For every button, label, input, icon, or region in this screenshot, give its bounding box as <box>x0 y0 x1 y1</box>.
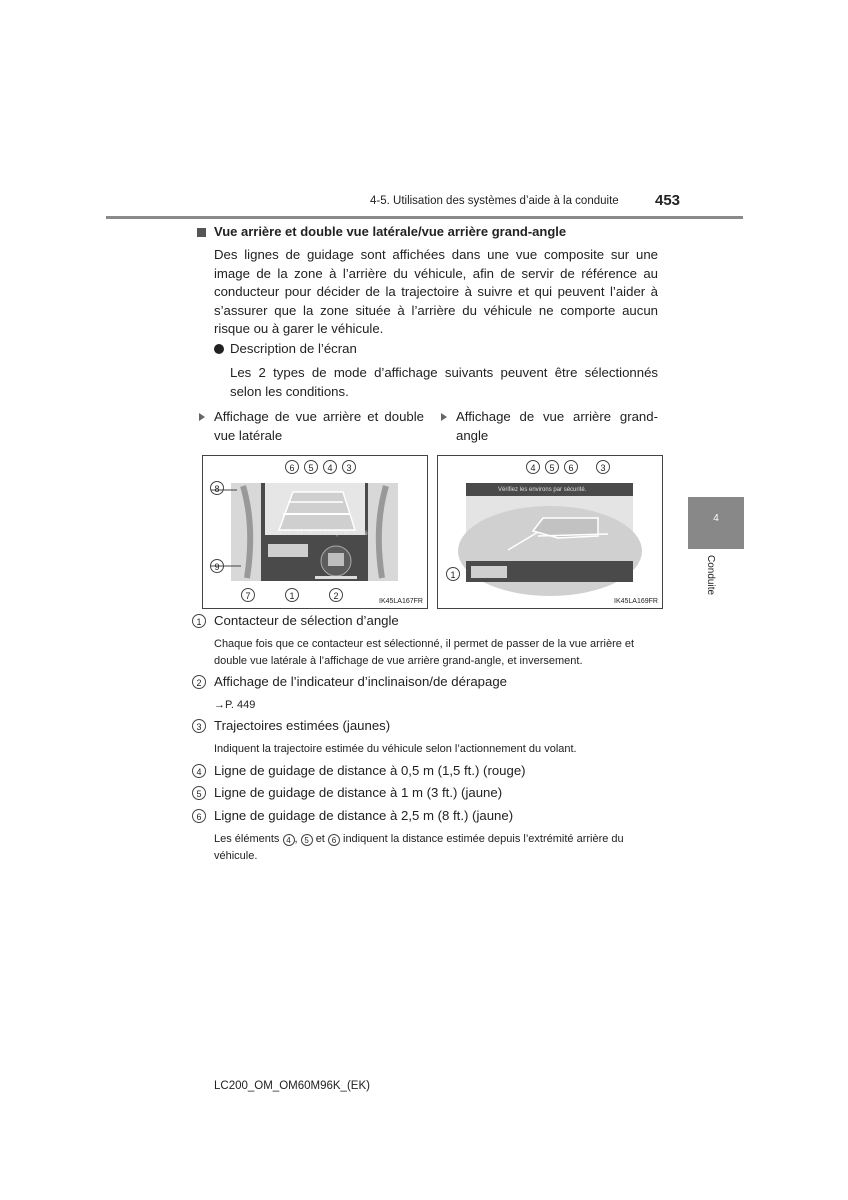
callout-5: 5 <box>545 460 559 474</box>
item-label: Affichage de l’indicateur d’inclinaison/de dérapage <box>214 674 508 689</box>
page-number: 453 <box>655 192 681 209</box>
round-bullet-icon <box>214 344 224 354</box>
inline-number: 5 <box>301 834 313 846</box>
screen-caution-text: Vérifiez les environs par sécurité. <box>281 531 370 537</box>
callout-1: 1 <box>446 567 460 581</box>
item-number: 4 <box>192 764 206 778</box>
callout-3: 3 <box>342 460 356 474</box>
chapter-label: Conduite <box>705 555 716 596</box>
figure-wide-angle-view-drawing <box>438 456 662 608</box>
callout-3: 3 <box>596 460 610 474</box>
mode-label-1: Affichage de vue arrière et double vue latérale <box>214 409 424 443</box>
item-note: →P. 449 <box>214 699 256 711</box>
callout-2: 2 <box>329 588 343 602</box>
item-number: 1 <box>192 614 206 628</box>
callout-1: 1 <box>285 588 299 602</box>
callout-8: 8 <box>210 481 224 495</box>
section-paragraph: Des lignes de guidage sont affichées dans une vue composite sur une image de la zone à l’arrière du véhicule, afin de servir de référence au conducteur pour décider de la trajectoire à suivre et qui peuvent l’aider à s’assurer que la zone située à l’arrière du véhicule ne comporte aucun risque ou à garer le véhicule. <box>214 247 658 336</box>
inline-number: 6 <box>328 834 340 846</box>
note-text: indiquent la distance estimée depuis l’extrémité arrière du véhicule. <box>214 833 624 862</box>
note-text: , <box>294 833 298 845</box>
callout-9: 9 <box>210 559 224 573</box>
item-note: Indiquent la trajectoire estimée du véhicule selon l’actionnement du volant. <box>214 743 577 755</box>
callout-5: 5 <box>304 460 318 474</box>
running-header: 4-5. Utilisation des systèmes d’aide à la conduite <box>370 195 619 207</box>
note-text: Les éléments <box>214 833 280 845</box>
callout-6: 6 <box>285 460 299 474</box>
item-label: Ligne de guidage de distance à 2,5 m (8 ft.) (jaune) <box>214 808 514 823</box>
triangle-bullet-icon <box>199 413 205 421</box>
item-note: Chaque fois que ce contacteur est sélectionné, il permet de passer de la vue arrière et double vue latérale à l’affichage de vue arrière grand-angle, et inversement. <box>214 638 635 667</box>
item-label: Trajectoires estimées (jaunes) <box>214 718 391 733</box>
figure-code: IK45LA167FR <box>379 598 423 605</box>
callout-4: 4 <box>526 460 540 474</box>
item-number: 3 <box>192 719 206 733</box>
section-title: Vue arrière et double vue latérale/vue arrière grand-angle <box>214 224 567 239</box>
callout-7: 7 <box>241 588 255 602</box>
note-text: et <box>315 833 325 845</box>
square-bullet-icon <box>197 228 206 237</box>
chapter-number: 4 <box>713 513 719 524</box>
document-footer: LC200_OM_OM60M96K_(EK) <box>214 1080 370 1092</box>
item-number: 5 <box>192 786 206 800</box>
item-label: Ligne de guidage de distance à 0,5 m (1,5 ft.) (rouge) <box>214 763 526 778</box>
figure-code: IK45LA169FR <box>614 598 658 605</box>
figure-wide-angle-view <box>437 455 663 609</box>
item-number: 2 <box>192 675 206 689</box>
mode-label-2: Affichage de vue arrière grand-angle <box>456 409 658 443</box>
screen-caution-text: Vérifiez les environs par sécurité. <box>498 487 587 493</box>
bullet-text: Les 2 types de mode d’affichage suivants peuvent être sélectionnés selon les conditions. <box>230 365 658 399</box>
callout-6: 6 <box>564 460 578 474</box>
triangle-bullet-icon <box>441 413 447 421</box>
figure-rear-side-view <box>202 455 428 609</box>
item-label: Contacteur de sélection d’angle <box>214 613 399 628</box>
inline-number: 4 <box>283 834 295 846</box>
header-rule <box>106 216 743 219</box>
bullet-label: Description de l’écran <box>230 341 357 356</box>
closing-note <box>214 831 658 865</box>
callout-4: 4 <box>323 460 337 474</box>
item-number: 6 <box>192 809 206 823</box>
item-label: Ligne de guidage de distance à 1 m (3 ft.) (jaune) <box>214 785 503 800</box>
